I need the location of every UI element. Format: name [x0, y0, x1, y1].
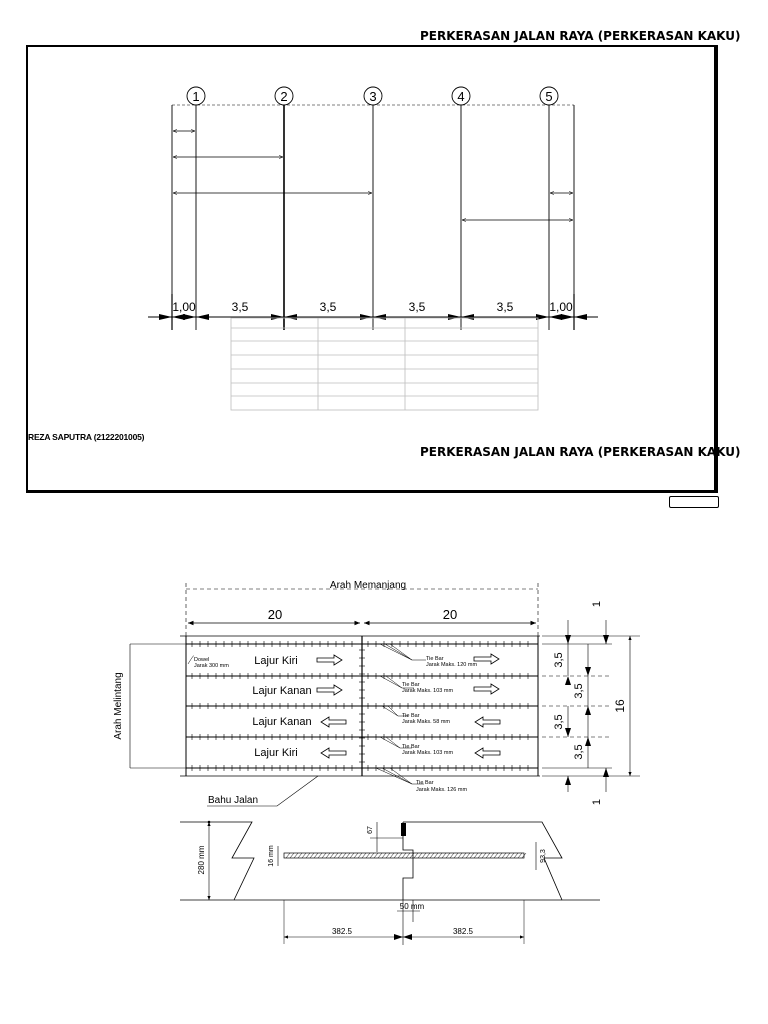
dowel-spacing: Jarak 300 mm	[194, 663, 229, 669]
right-dim-shoulder-top: 1	[591, 600, 603, 608]
tie-bar-label-1: Tie Bar	[426, 656, 444, 662]
right-dim-shoulder-bottom: 1	[591, 798, 603, 806]
slab-length-right: 20	[442, 607, 458, 622]
slab-thickness-label: 280 mm	[197, 845, 206, 875]
lane-label-1: Lajur Kiri	[254, 655, 298, 667]
label-arah-memanjang: Arah Memanjang	[329, 580, 407, 591]
width-label-lane-3: 3,5	[408, 300, 426, 314]
tie-bar-spacing-1: Jarak Maks. 120 mm	[426, 662, 478, 668]
half-length-right: 382.5	[452, 927, 474, 936]
right-dim-lane-1: 3,5	[553, 652, 565, 668]
width-label-lane-2: 3,5	[319, 300, 337, 314]
width-label-shoulder-right: 1,00	[549, 300, 573, 314]
offset-top-label: 67	[367, 826, 374, 834]
tie-bar-spacing-2: Jarak Maks. 103 mm	[402, 688, 454, 694]
cross-section-plan	[148, 87, 598, 410]
offset-right-label: 93,3	[540, 849, 547, 863]
total-width-label: 16	[613, 699, 627, 713]
tie-bar-spacing-4: Jarak Maks. 103 mm	[402, 750, 454, 756]
joint-detail	[180, 821, 600, 945]
axis-number-5: 5	[545, 89, 553, 104]
axis-number-3: 3	[369, 89, 377, 104]
gap-label: 50 mm	[399, 902, 425, 911]
axis-bubbles	[187, 87, 558, 105]
width-label-lane-1: 3,5	[231, 300, 249, 314]
sheet-title-top: PERKERASAN JALAN RAYA (PERKERASAN KAKU)	[420, 29, 741, 43]
shoulder-label: Bahu Jalan	[208, 795, 259, 806]
right-dim-lane-2: 3,5	[573, 683, 585, 699]
tie-bar-label-4: Tie Bar	[402, 744, 420, 750]
right-dim-lane-3: 3,5	[553, 714, 565, 730]
width-label-shoulder-left: 1,00	[172, 300, 196, 314]
tie-bar-spacing-5: Jarak Maks. 126 mm	[416, 787, 468, 793]
axis-number-1: 1	[192, 89, 200, 104]
sheet-title-bottom: PERKERASAN JALAN RAYA (PERKERASAN KAKU)	[420, 445, 741, 459]
lane-label-3: Lajur Kanan	[252, 716, 312, 728]
tie-bar-label-5: Tie Bar	[416, 780, 434, 786]
lane-label-4: Lajur Kiri	[254, 747, 298, 759]
empty-table-grid	[231, 318, 538, 410]
half-length-left: 382.5	[331, 927, 353, 936]
label-arah-melintang: Arah Melintang	[113, 672, 124, 740]
right-dim-lane-4: 3,5	[573, 744, 585, 760]
axis-number-4: 4	[457, 89, 465, 104]
dowel-bar-hatch	[286, 853, 526, 858]
axis-number-2: 2	[280, 89, 288, 104]
tie-bar-spacing-3: Jarak Maks. 58 mm	[402, 719, 450, 725]
tie-bar-label-3: Tie Bar	[402, 713, 420, 719]
width-label-lane-4: 3,5	[496, 300, 514, 314]
tie-bar-label-2: Tie Bar	[402, 682, 420, 688]
joint-plan	[113, 580, 640, 806]
bar-diameter-label: 16 mm	[268, 845, 275, 867]
lane-label-2: Lajur Kanan	[252, 685, 312, 697]
dowel-label: Dowel	[194, 657, 210, 663]
author-label: REZA SAPUTRA (2122201005)	[28, 432, 145, 442]
slab-length-left: 20	[267, 607, 283, 622]
